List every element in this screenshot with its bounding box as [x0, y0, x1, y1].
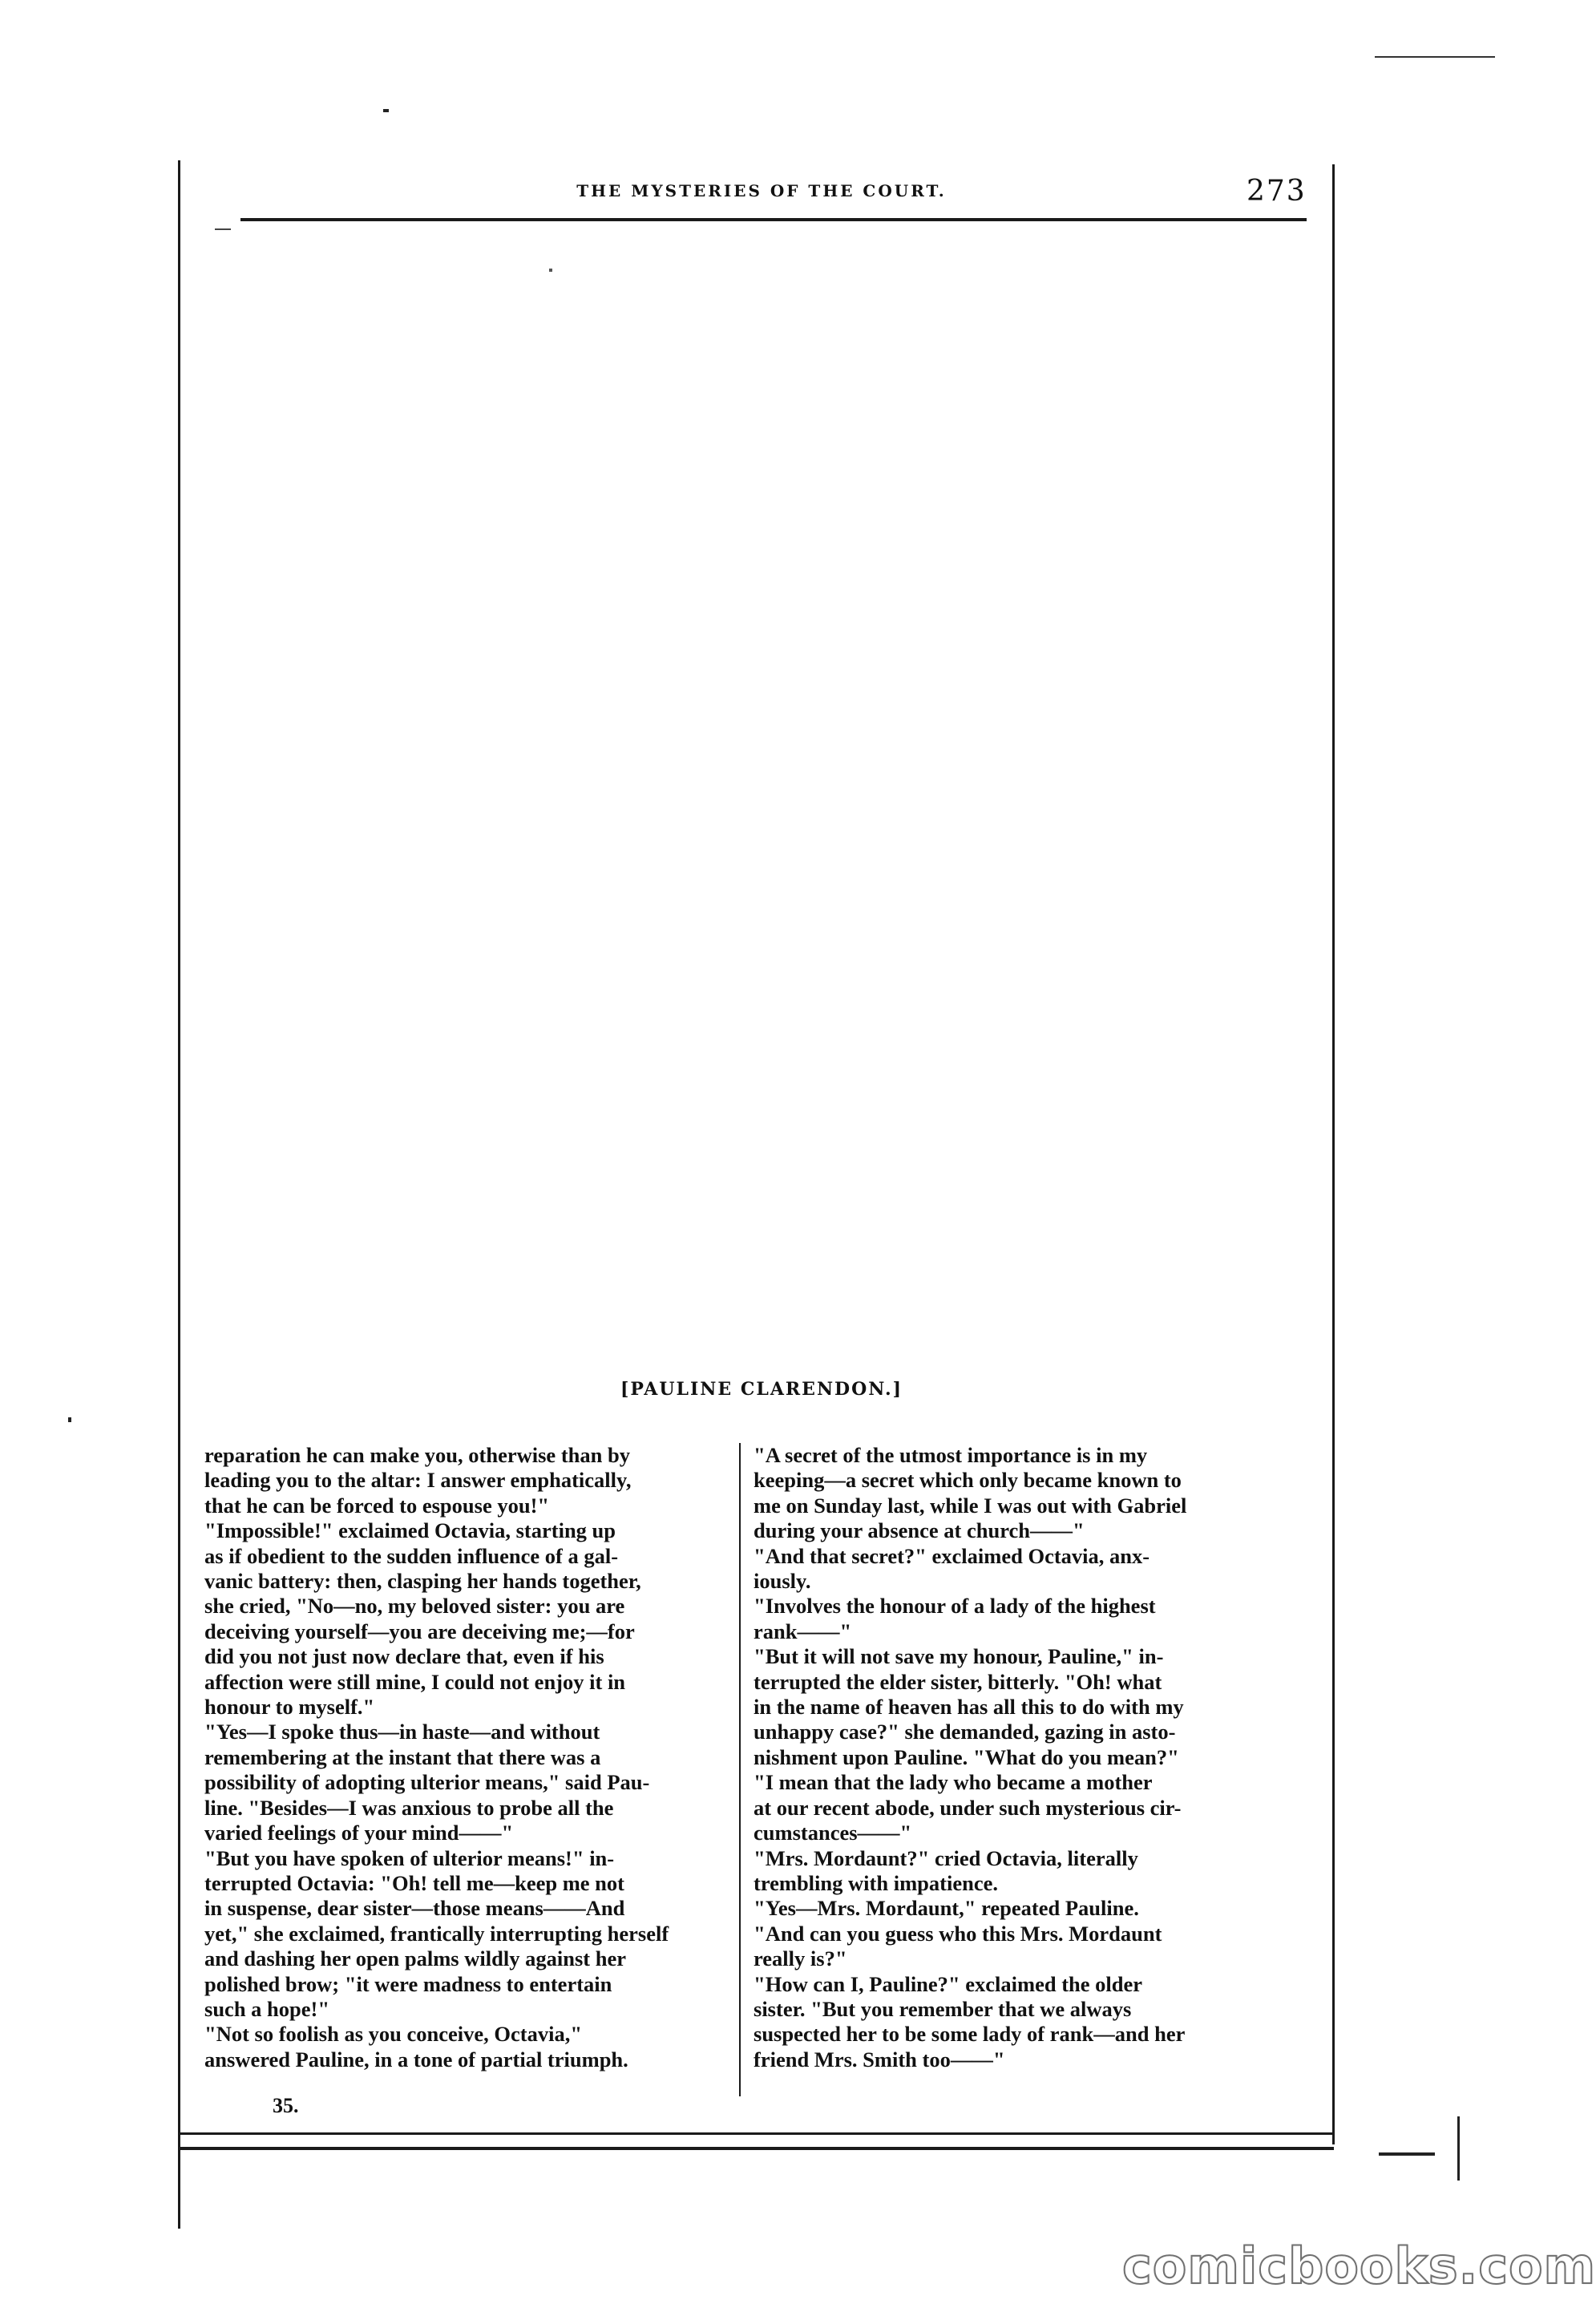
- text-line: "Impossible!" exclaimed Octavia, starting up: [204, 1518, 616, 1543]
- header-rule: [240, 218, 1307, 221]
- text-line: friend Mrs. Smith too——": [754, 2047, 1005, 2072]
- illustration-area: [208, 240, 1315, 1363]
- text-line: did you not just now declare that, even if his: [204, 1644, 604, 1669]
- text-line: yet," she exclaimed, frantically interrupting herself: [204, 1921, 669, 1946]
- text-line: leading you to the altar: I answer emphatically,: [204, 1468, 632, 1493]
- text-line: "But you have spoken of ulterior means!" in-: [204, 1845, 615, 1870]
- text-line: iously.: [754, 1569, 811, 1594]
- text-line: "I mean that the lady who became a mother: [754, 1770, 1153, 1795]
- watermark-logo: comicbooks.com: [1122, 2237, 1596, 2295]
- text-line: suspected her to be some lady of rank—and her: [754, 2022, 1186, 2047]
- text-line: remembering at the instant that there was a: [204, 1744, 601, 1769]
- scan-edge-line: [1375, 56, 1495, 58]
- text-line: line. "Besides—I was anxious to probe all the: [204, 1795, 614, 1820]
- text-line: me on Sunday last, while I was out with Gabriel: [754, 1493, 1187, 1518]
- page-frame-right: [1332, 164, 1335, 2144]
- running-head: THE MYSTERIES OF THE COURT.: [576, 181, 947, 200]
- text-line: "And can you guess who this Mrs. Mordaunt: [754, 1921, 1162, 1946]
- text-line: "And that secret?" exclaimed Octavia, anx-: [754, 1543, 1150, 1568]
- text-line: polished brow; "it were madness to entertain: [204, 1971, 612, 1996]
- text-line: keeping—a secret which only became known to: [754, 1468, 1182, 1493]
- text-line: "Yes—I spoke thus—in haste—and without: [204, 1720, 600, 1744]
- text-line: "But it will not save my honour, Pauline," in-: [754, 1644, 1164, 1669]
- text-line: "Yes—Mrs. Mordaunt," repeated Pauline.: [754, 1896, 1139, 1921]
- text-line: "Mrs. Mordaunt?" cried Octavia, literally: [754, 1845, 1138, 1870]
- text-line: really is?": [754, 1946, 847, 1971]
- margin-mark: [1379, 2152, 1435, 2156]
- text-line: at our recent abode, under such mysterious cir-: [754, 1795, 1182, 1820]
- text-line: honour to myself.": [204, 1695, 375, 1720]
- page-frame-bottom-rule: [178, 2147, 1334, 2150]
- text-column-left: [204, 1443, 741, 2072]
- text-line: such a hope!": [204, 1996, 330, 2021]
- text-line: during your absence at church——": [754, 1518, 1085, 1543]
- text-line: "Involves the honour of a lady of the highest: [754, 1594, 1156, 1619]
- scan-speck: [383, 109, 389, 112]
- text-line: terrupted the elder sister, bitterly. "Oh! what: [754, 1669, 1162, 1694]
- column-divider: [739, 1443, 741, 2096]
- page-frame-bottom-rule: [178, 2132, 1334, 2135]
- text-line: as if obedient to the sudden influence of a gal-: [204, 1543, 619, 1568]
- text-line: nishment upon Pauline. "What do you mean?": [754, 1744, 1179, 1769]
- text-line: "Not so foolish as you conceive, Octavia,": [204, 2022, 583, 2047]
- text-line: possibility of adopting ulterior means," said Pau-: [204, 1770, 650, 1795]
- text-line: she cried, "No—no, my beloved sister: you are: [204, 1594, 625, 1619]
- text-column-right: [754, 1443, 1291, 2072]
- scan-speck: [68, 1417, 71, 1422]
- text-line: "How can I, Pauline?" exclaimed the older: [754, 1971, 1143, 1996]
- page-frame-left: [178, 160, 180, 2229]
- signature-mark: 35.: [273, 2094, 299, 2117]
- text-line: "A secret of the utmost importance is in my: [754, 1443, 1148, 1467]
- margin-mark: [1457, 2116, 1460, 2181]
- text-line: rank——": [754, 1619, 852, 1643]
- text-line: deceiving yourself—you are deceiving me;—for: [204, 1619, 635, 1643]
- text-line: and dashing her open palms wildly against her: [204, 1946, 626, 1971]
- text-line: in suspense, dear sister—those means——And: [204, 1896, 625, 1921]
- text-line: trembling with impatience.: [754, 1870, 998, 1895]
- text-line: unhappy case?" she demanded, gazing in asto-: [754, 1720, 1176, 1744]
- text-line: sister. "But you remember that we always: [754, 1996, 1132, 2021]
- text-line: vanic battery: then, clasping her hands together,: [204, 1569, 641, 1594]
- illustration-caption: [PAULINE CLARENDON.]: [620, 1379, 903, 1400]
- text-line: cumstances——": [754, 1821, 912, 1845]
- text-line: in the name of heaven has all this to do with my: [754, 1695, 1184, 1720]
- text-line: reparation he can make you, otherwise than by: [204, 1443, 630, 1467]
- scan-speck: [549, 269, 552, 272]
- text-line: that he can be forced to espouse you!": [204, 1493, 550, 1518]
- text-line: affection were still mine, I could not enjoy it in: [204, 1669, 626, 1694]
- page-number: 273: [1246, 175, 1307, 208]
- header-rule-mark: [215, 228, 231, 230]
- text-line: terrupted Octavia: "Oh! tell me—keep me not: [204, 1870, 624, 1895]
- text-line: answered Pauline, in a tone of partial triumph.: [204, 2047, 628, 2072]
- text-line: varied feelings of your mind——": [204, 1821, 514, 1845]
